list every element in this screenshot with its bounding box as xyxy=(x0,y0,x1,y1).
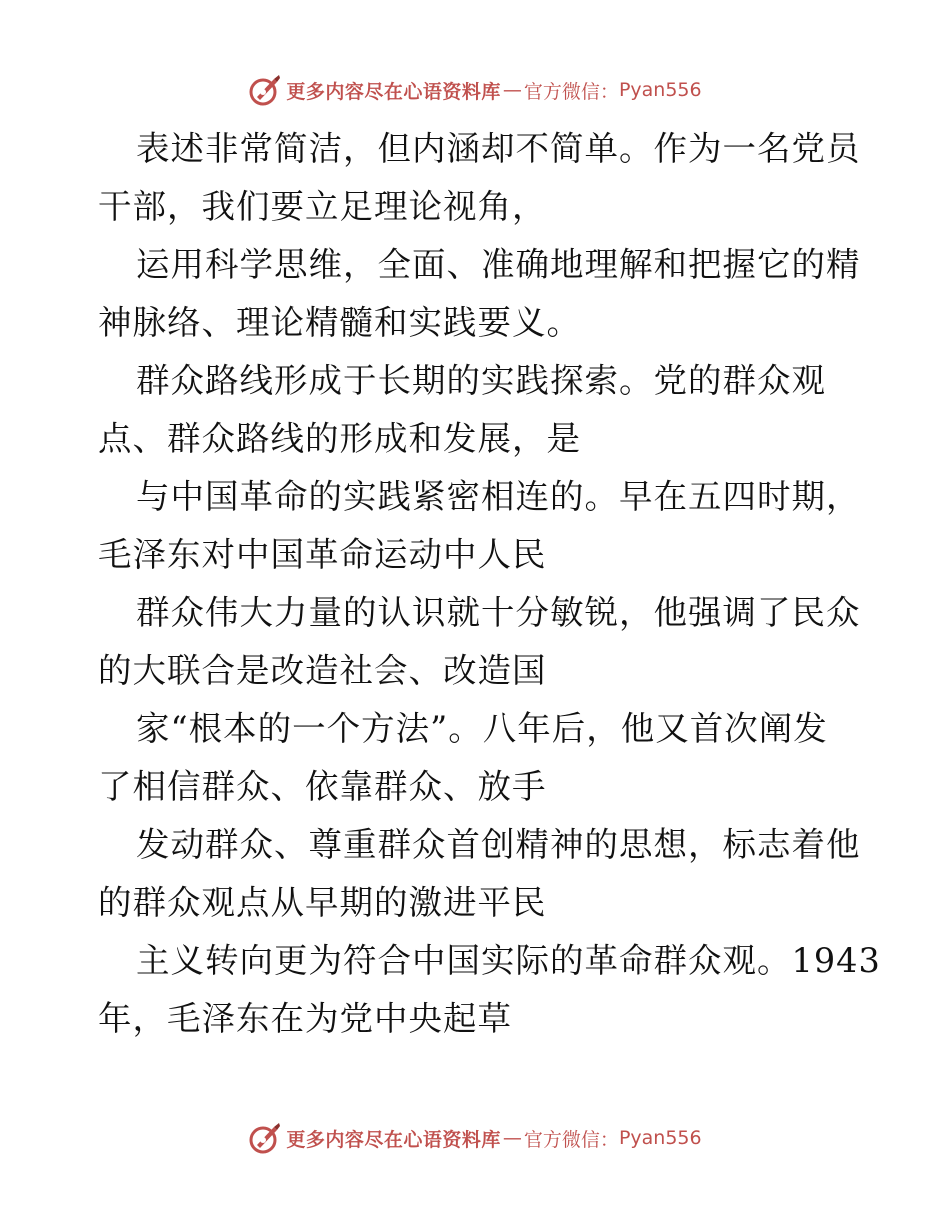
header-banner xyxy=(0,70,950,110)
body-line: 主义转向更为符合中国实际的革命群众观。1943 xyxy=(136,941,881,980)
quill-logo-icon xyxy=(248,73,282,107)
footer-wechat-label: 官方微信： xyxy=(523,1128,619,1151)
body-line: 群众路线形成于长期的实践探索。党的群众观 xyxy=(136,361,826,400)
quill-logo-icon xyxy=(248,1121,282,1155)
body-line: 家“根本的一个方法”。八年后，他又首次阐发 xyxy=(136,709,828,748)
footer-text: 更多内容尽在心语资料库 xyxy=(286,1128,501,1151)
body-line: 发动群众、尊重群众首创精神的思想，标志着他 xyxy=(136,825,861,864)
body-line: 的群众观点从早期的激进平民 xyxy=(98,883,547,922)
header-wechat-label: 官方微信： xyxy=(523,80,619,103)
body-line: 干部，我们要立足理论视角， xyxy=(98,187,547,226)
header-dash: — xyxy=(502,79,522,101)
body-line: 毛泽东对中国革命运动中人民 xyxy=(98,535,547,574)
body-line: 年，毛泽东在为党中央起草 xyxy=(98,999,512,1038)
document-body xyxy=(98,120,881,1048)
body-line: 的大联合是改造社会、改造国 xyxy=(98,651,547,690)
body-line: 点、群众路线的形成和发展，是 xyxy=(98,419,581,458)
header-text: 更多内容尽在心语资料库 xyxy=(286,80,501,103)
footer-dash: — xyxy=(502,1127,522,1149)
body-line: 与中国革命的实践紧密相连的。早在五四时期， xyxy=(136,477,861,516)
header-wechat-id: Pyan556 xyxy=(618,79,702,101)
body-line: 神脉络、理论精髓和实践要义。 xyxy=(98,303,581,342)
body-line: 了相信群众、依靠群众、放手 xyxy=(98,767,547,806)
footer-banner xyxy=(0,1118,950,1158)
footer-wechat-id: Pyan556 xyxy=(618,1127,702,1149)
body-line: 群众伟大力量的认识就十分敏锐，他强调了民众 xyxy=(136,593,861,632)
body-line: 表述非常简洁，但内涵却不简单。作为一名党员 xyxy=(136,129,861,168)
body-line: 运用科学思维，全面、准确地理解和把握它的精 xyxy=(136,245,861,284)
